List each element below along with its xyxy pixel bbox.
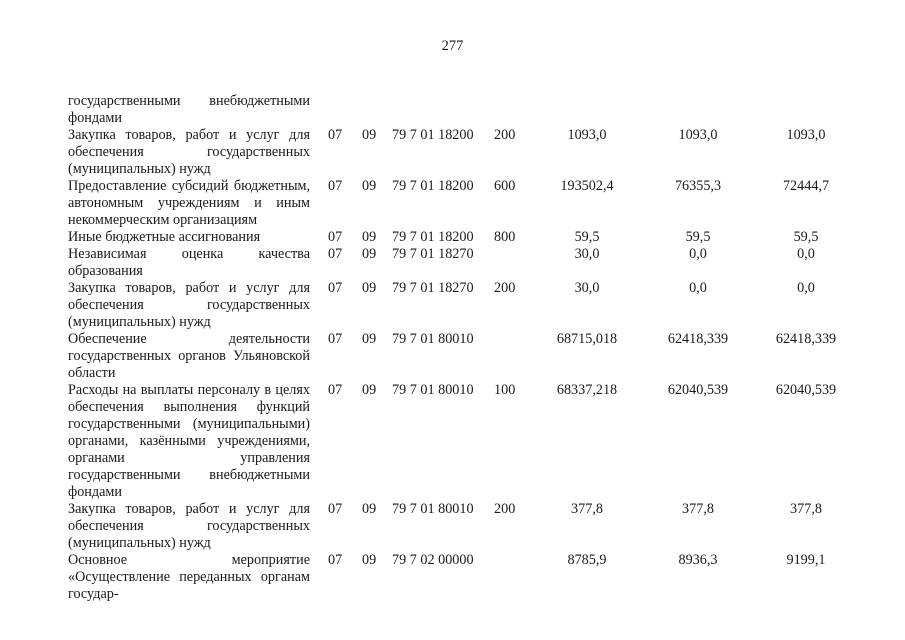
table-row — [68, 552, 858, 603]
table-row — [68, 127, 858, 178]
subsection-code: 09 — [362, 552, 377, 568]
expense-type-code — [494, 552, 532, 603]
section-code: 07 — [328, 229, 343, 245]
expense-type-code — [494, 93, 532, 127]
section-code: 07 — [328, 501, 343, 517]
amount-year-2: 0,0 — [689, 246, 707, 262]
amount-year-1: 30,0 — [574, 280, 600, 296]
section-code — [316, 93, 362, 127]
amount-year-1: 59,5 — [574, 229, 600, 245]
subsection-code — [362, 93, 392, 127]
amount-year-3: 9199,1 — [786, 552, 826, 568]
subsection-code: 09 — [362, 501, 377, 517]
expense-name: Закупка товаров, работ и услуг для обеспечения государственных (муниципальных) нужд — [68, 280, 310, 330]
target-article-code: 79 7 01 80010 — [392, 331, 474, 347]
expense-type-code: 600 — [494, 178, 516, 194]
subsection-code: 09 — [362, 127, 377, 143]
expense-name: Иные бюджетные ассигнования — [68, 229, 261, 245]
target-article-code: 79 7 01 80010 — [392, 382, 474, 398]
table-row — [68, 382, 858, 501]
expense-type-code: 200 — [494, 501, 516, 517]
amount-year-3: 72444,7 — [782, 178, 830, 194]
amount-year-1: 8785,9 — [567, 552, 607, 568]
section-code: 07 — [328, 382, 343, 398]
amount-year-1: 1093,0 — [567, 127, 607, 143]
amount-year-1: 68337,218 — [556, 382, 618, 398]
amount-year-2: 59,5 — [685, 229, 711, 245]
table-row — [68, 246, 858, 280]
table-row — [68, 229, 858, 246]
table-row — [68, 280, 858, 331]
amount-year-1: 377,8 — [571, 501, 603, 517]
amount-year-2: 0,0 — [689, 280, 707, 296]
amount-year-2: 76355,3 — [674, 178, 722, 194]
amount-year-1: 30,0 — [574, 246, 600, 262]
budget-table — [68, 93, 858, 603]
expense-name: Расходы на выплаты персоналу в целях обеспечения выполнения функций государственными (муниципальными) органами, казёнными учреждениями, органами управления государственными внебюджетными фондами — [68, 382, 310, 500]
table-row — [68, 93, 858, 127]
amount-year-2 — [642, 93, 754, 127]
expense-name: Закупка товаров, работ и услуг для обеспечения государственных (муниципальных) нужд — [68, 127, 310, 177]
subsection-code: 09 — [362, 229, 377, 245]
section-code: 07 — [328, 552, 343, 568]
amount-year-2: 62040,539 — [667, 382, 729, 398]
target-article-code: 79 7 01 18200 — [392, 127, 474, 143]
section-code: 07 — [328, 246, 343, 262]
target-article-code: 79 7 01 18270 — [392, 280, 474, 296]
table-row — [68, 178, 858, 229]
amount-year-3: 377,8 — [790, 501, 822, 517]
subsection-code: 09 — [362, 178, 377, 194]
amount-year-2: 1093,0 — [678, 127, 718, 143]
amount-year-2: 62418,339 — [667, 331, 729, 347]
table-row — [68, 501, 858, 552]
expense-type-code: 100 — [494, 382, 516, 398]
table-row — [68, 331, 858, 382]
expense-type-code: 200 — [494, 127, 516, 143]
subsection-code: 09 — [362, 246, 377, 262]
amount-year-3 — [754, 93, 858, 127]
target-article-code: 79 7 01 18200 — [392, 229, 474, 245]
subsection-code: 09 — [362, 280, 377, 296]
target-article-code: 79 7 01 80010 — [392, 501, 474, 517]
amount-year-3: 59,5 — [793, 229, 819, 245]
amount-year-1: 193502,4 — [560, 178, 614, 194]
amount-year-3: 62040,539 — [775, 382, 837, 398]
expense-type-code: 200 — [494, 280, 516, 296]
expense-name: Независимая оценка качества образования — [68, 246, 310, 279]
amount-year-1 — [532, 93, 642, 127]
expense-type-code: 800 — [494, 229, 516, 245]
section-code: 07 — [328, 178, 343, 194]
section-code: 07 — [328, 280, 343, 296]
target-article-code: 79 7 01 18270 — [392, 246, 474, 262]
page-number: 277 — [441, 38, 464, 54]
expense-name: Обеспечение деятельности государственных органов Ульяновской области — [68, 331, 310, 381]
amount-year-3: 1093,0 — [786, 127, 826, 143]
expense-name: Закупка товаров, работ и услуг для обеспечения государственных (муниципальных) нужд — [68, 501, 310, 551]
target-article-code: 79 7 01 18200 — [392, 178, 474, 194]
section-code: 07 — [328, 127, 343, 143]
amount-year-3: 0,0 — [797, 280, 815, 296]
expense-name: Основное мероприятие «Осуществление переданных органам государ- — [68, 552, 310, 602]
expense-type-code — [494, 246, 532, 280]
amount-year-2: 8936,3 — [678, 552, 718, 568]
expense-name: государственными внебюджетными фондами — [68, 93, 310, 126]
amount-year-3: 62418,339 — [775, 331, 837, 347]
target-article-code — [392, 93, 494, 127]
target-article-code: 79 7 02 00000 — [392, 552, 474, 568]
amount-year-3: 0,0 — [797, 246, 815, 262]
expense-type-code — [494, 331, 532, 382]
section-code: 07 — [328, 331, 343, 347]
subsection-code: 09 — [362, 331, 377, 347]
amount-year-2: 377,8 — [682, 501, 714, 517]
subsection-code: 09 — [362, 382, 377, 398]
expense-name: Предоставление субсидий бюджетным, автономным учреждениям и иным некоммерческим организациям — [68, 178, 310, 228]
amount-year-1: 68715,018 — [556, 331, 618, 347]
